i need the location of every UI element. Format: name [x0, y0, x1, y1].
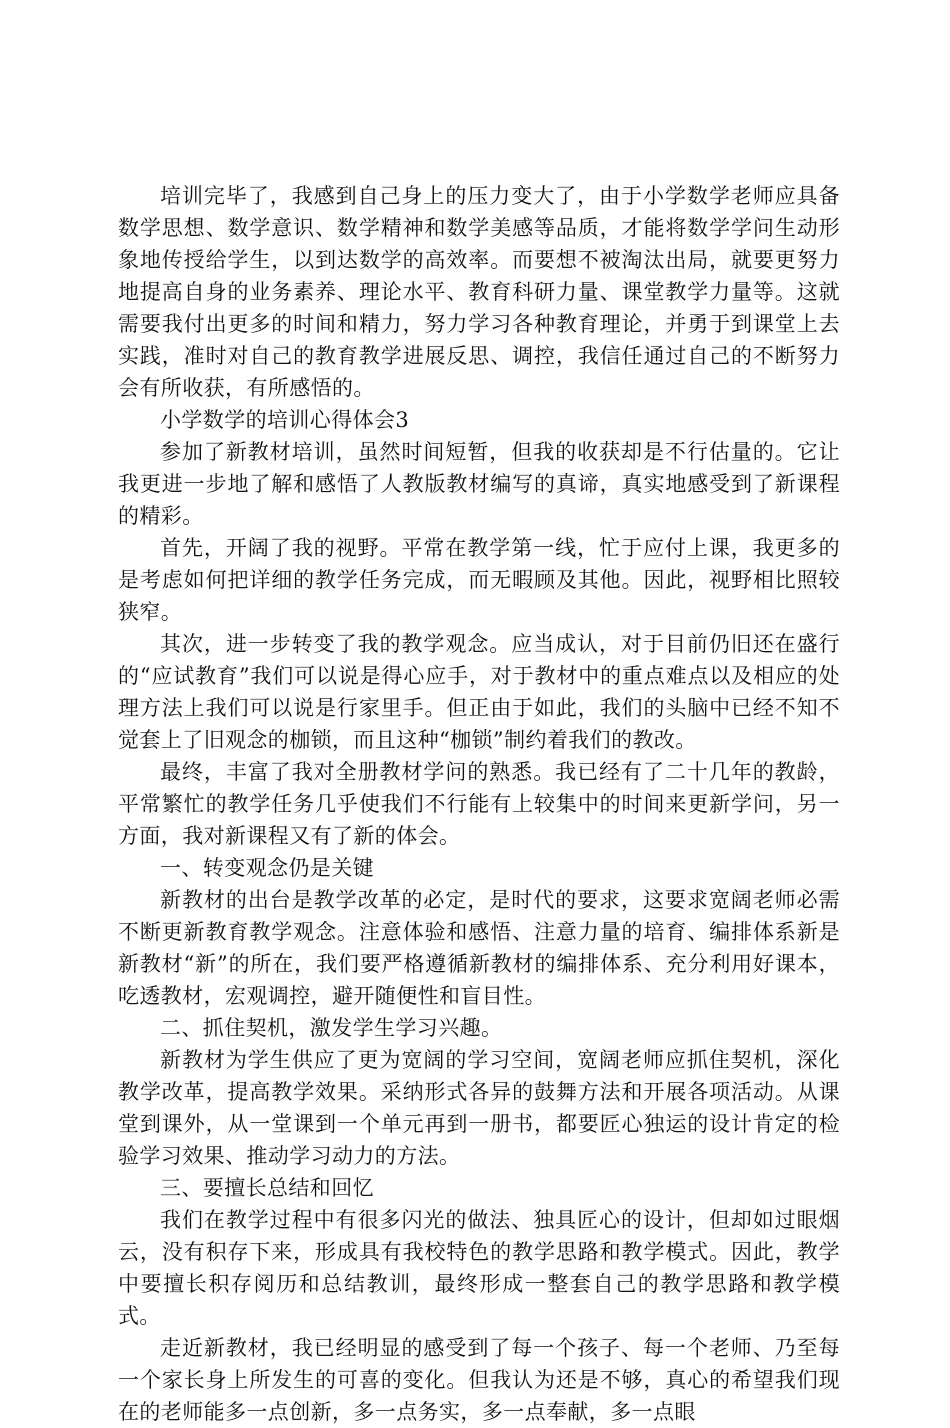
paragraph-approach-new-textbook: 走近新教材，我已经明显的感受到了每一个孩子、每一个老师、乃至每一个家长身上所发生的可喜的变化。但我认为还是不够，真心的希望我们现在的老师能多一点创新，多一点务实，多一点奉献，多一点眼 [118, 1336, 840, 1424]
document-body [118, 180, 840, 1428]
heading-one-change-concept: 一、转变观念仍是关键 [160, 856, 374, 880]
paragraph-training-pressure: 培训完毕了，我感到自己身上的压力变大了，由于小学数学老师应具备数学思想、数学意识、数学精神和数学美感等品质，才能将数学学问生动形象地传授给学生，以到达数学的高效率。而要想不被淘汰出局，就要更努力地提高自身的业务素养、理论水平、教育科研力量、课堂教学力量等。这就需要我付出更多的时间和精力，努力学习各种教育理论，并勇于到课堂上去实践，准时对自己的教育教学进展反思、调控，我信任通过自己的不断努力会有所收获，有所感悟的。 [118, 184, 840, 400]
paragraph-teaching-process: 我们在教学过程中有很多闪光的做法、独具匠心的设计，但却如过眼烟云，没有积存下来，形成具有我校特色的教学思路和教学模式。因此，教学中要擅长积存阅历和总结教训，最终形成一整套自己的教学思路和教学模式。 [118, 1208, 840, 1328]
heading-two-seize-opportunity: 二、抓住契机，激发学生学习兴趣。 [160, 1016, 503, 1040]
paragraph-new-textbook-reform: 新教材的出台是教学改革的必定，是时代的要求，这要求宽阔老师必需不断更新教育教学观念。注意体验和感悟、注意力量的培育、编排体系新是新教材“新”的所在，我们要严格遵循新教材的编排体系、充分利用好课本，吃透教材，宏观调控，避开随便性和盲目性。 [118, 888, 840, 1008]
section-title-training-3: 小学数学的培训心得体会3 [160, 408, 410, 432]
paragraph-first-vision: 首先，开阔了我的视野。平常在教学第一线，忙于应付上课，我更多的是考虑如何把详细的教学任务完成，而无暇顾及其他。因此，视野相比照较狭窄。 [118, 536, 840, 624]
paragraph-finally-knowledge: 最终，丰富了我对全册教材学问的熟悉。我已经有了二十几年的教龄，平常繁忙的教学任务几乎使我们不行能有上较集中的时间来更新学问，另一方面，我对新课程又有了新的体会。 [118, 760, 840, 848]
paragraph-second-concept: 其次，进一步转变了我的教学观念。应当成认，对于目前仍旧还在盛行的“应试教育”我们可以说是得心应手，对于教材中的重点难点以及相应的处理方法上我们可以说是行家里手。但正由于如此，我们的头脑中已经不知不觉套上了旧观念的枷锁，而且这种“枷锁”制约着我们的教改。 [118, 632, 840, 752]
heading-three-summarize: 三、要擅长总结和回忆 [160, 1176, 374, 1200]
paragraph-new-textbook-training: 参加了新教材培训，虽然时间短暂，但我的收获却是不行估量的。它让我更进一步地了解和感悟了人教版教材编写的真谛，真实地感受到了新课程的精彩。 [118, 440, 840, 528]
paragraph-learning-space: 新教材为学生供应了更为宽阔的学习空间，宽阔老师应抓住契机，深化教学改革，提高教学效果。采纳形式各异的鼓舞方法和开展各项活动。从课堂到课外，从一堂课到一个单元再到一册书，都要匠心独运的设计肯定的检验学习效果、推动学习动力的方法。 [118, 1048, 840, 1168]
